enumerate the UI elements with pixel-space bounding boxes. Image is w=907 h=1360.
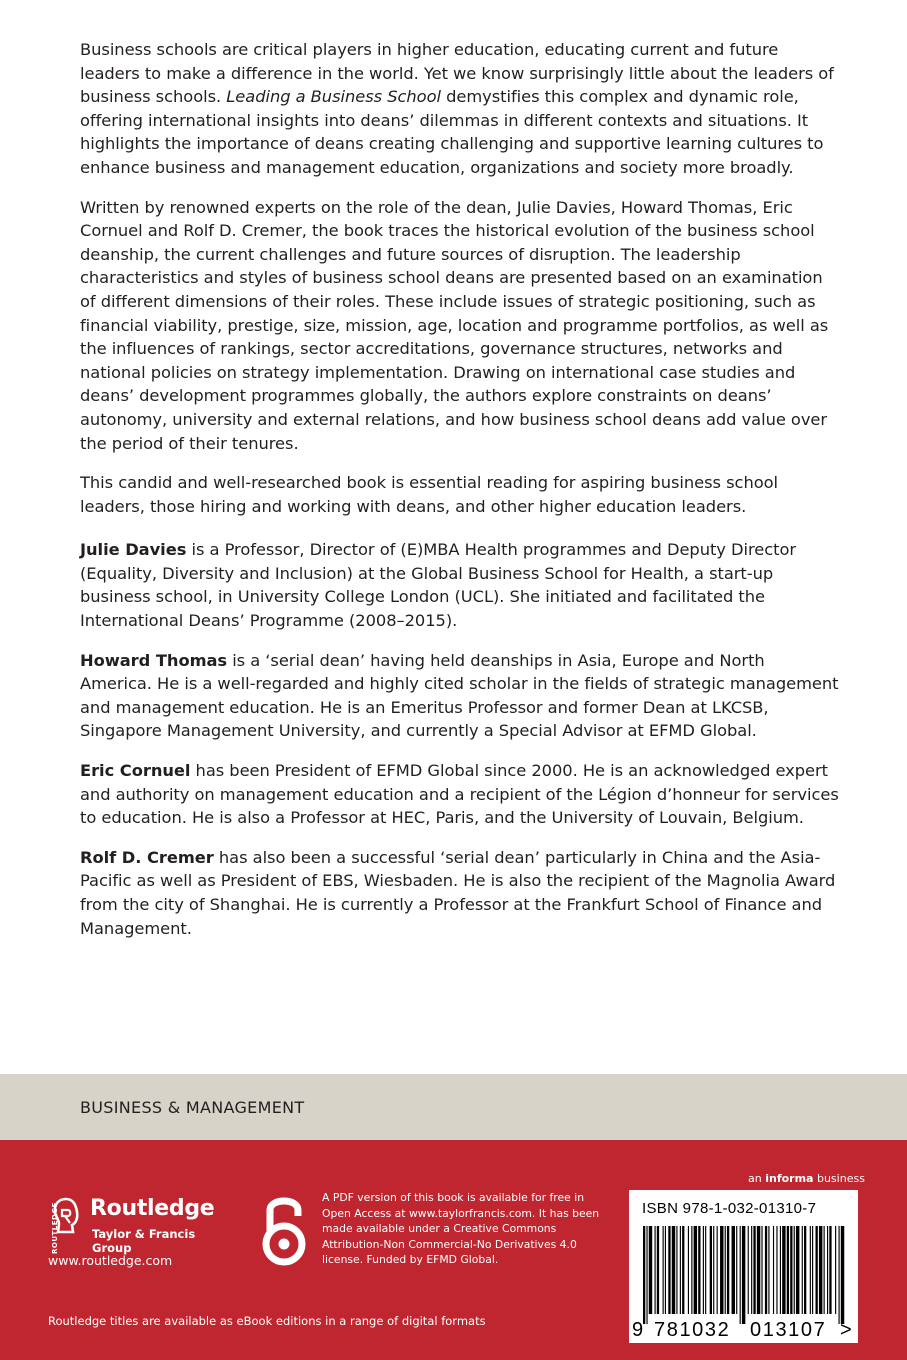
subject-category: BUSINESS & MANAGEMENT: [80, 1098, 305, 1117]
author-bio-text: has been President of EFMD Global since 2000. He is an acknowledged expert and authority on management education and a recipient of the Légion d’honneur for services to education. He is also a Professor at HEC, Paris, and the University of Louvain, Belgium.: [80, 761, 839, 828]
routledge-logo: [48, 1196, 238, 1256]
back-cover-text: [80, 38, 840, 956]
book-title: Leading a Business School: [226, 87, 441, 107]
publisher-panel: [0, 1140, 907, 1360]
barcode-digit-group: 781032: [654, 1319, 731, 1341]
author-name: Eric Cornuel: [80, 761, 191, 781]
author-bio-text: is a Professor, Director of (E)MBA Health programmes and Deputy Director (Equality, Diversity and Inclusion) at the Global Business School for Health, a start-up business school, in University College London (UCL). She initiated and facilitated the International Deans’ Programme (2008–2015).: [80, 540, 797, 631]
barcode-lead-digit: 9: [632, 1319, 644, 1341]
open-access-icon: [256, 1192, 312, 1268]
author-bio-text: has also been a successful ‘serial dean’ particularly in China and the Asia-Pacific as well as President of EBS, Wiesbaden. He is also the recipient of the Magnolia Award from the city of Shanghai. He is currently a Professor at the Frankfurt School of Finance and Management.: [80, 847, 836, 938]
author-bio: [80, 846, 840, 940]
author-bio: [80, 649, 840, 743]
isbn-number: ISBN 978-1-032-01310-7: [642, 1200, 817, 1217]
description-text: demystifies this complex and dynamic role, offering international insights into deans’ dilemmas in different contexts and situations. It highlights the importance of deans creating challenging and supportive learning cultures to enhance business and management education, organizations and society more broadly.: [80, 87, 824, 177]
description-text: Business schools are critical players in higher education, educating current and future leaders to make a difference in the world. Yet we know surprisingly little about the leaders of business schools.: [80, 40, 834, 107]
routledge-vertical-mark: ROUTLEDGE: [51, 1202, 59, 1254]
isbn-barcode-box: [629, 1190, 858, 1343]
publisher-name: Routledge: [90, 1196, 215, 1221]
barcode-digit-group: 013107: [750, 1319, 827, 1341]
informa-brand: informa: [765, 1172, 814, 1185]
author-bio: [80, 759, 840, 830]
description-paragraph-1: [80, 38, 840, 180]
informa-tagline: an informa business: [748, 1172, 865, 1185]
publisher-url[interactable]: www.routledge.com: [48, 1253, 173, 1268]
author-bio-text: is a ‘serial dean’ having held deanships in Asia, Europe and North America. He is a well-regarded and highly cited scholar in the fields of strategic management and management education. He is an Emeritus Professor and former Dean at LKCSB, Singapore Management University, and currently a Special Advisor at EFMD Global.: [80, 650, 839, 741]
ebook-note: Routledge titles are available as eBook editions in a range of digital formats: [48, 1314, 486, 1328]
publisher-group: Taylor & Francis Group: [92, 1227, 196, 1255]
barcode-arrow: >: [840, 1319, 852, 1341]
description-paragraph-3: This candid and well-researched book is essential reading for aspiring business school leaders, those hiring and working with deans, and other higher education leaders.: [80, 473, 779, 516]
author-name: Julie Davies: [80, 540, 187, 560]
routledge-logo-icon: [48, 1196, 84, 1256]
description-paragraph-2: Written by renowned experts on the role of the dean, Julie Davies, Howard Thomas, Eric Cornuel and Rolf D. Cremer, the book traces the historical evolution of the business school deanship, the current challenges and future sources of disruption. The leadership characteristics and styles of business school deans are presented based on an examination of different dimensions of their roles. These include issues of strategic positioning, such as financial viability, prestige, size, mission, age, location and programme portfolios, as well as the influences of rankings, sector accreditations, governance structures, networks and national policies on strategy implementation. Drawing on international case studies and deans’ development programmes globally, the authors explore constraints on deans’ autonomy, university and external relations, and how business school deans add value over the period of their tenures.: [80, 197, 829, 453]
author-bio: [80, 538, 840, 632]
barcode: [641, 1226, 846, 1324]
author-name: Howard Thomas: [80, 650, 228, 670]
open-access-note: A PDF version of this book is available for free in Open Access at www.taylorfrancis.com. It has been made available under a Creative Commons Attribution-Non Commercial-No Derivatives 4.0 license. Funded by EFMD Global.: [322, 1191, 600, 1266]
author-name: Rolf D. Cremer: [80, 847, 214, 867]
category-band: [0, 1074, 907, 1140]
